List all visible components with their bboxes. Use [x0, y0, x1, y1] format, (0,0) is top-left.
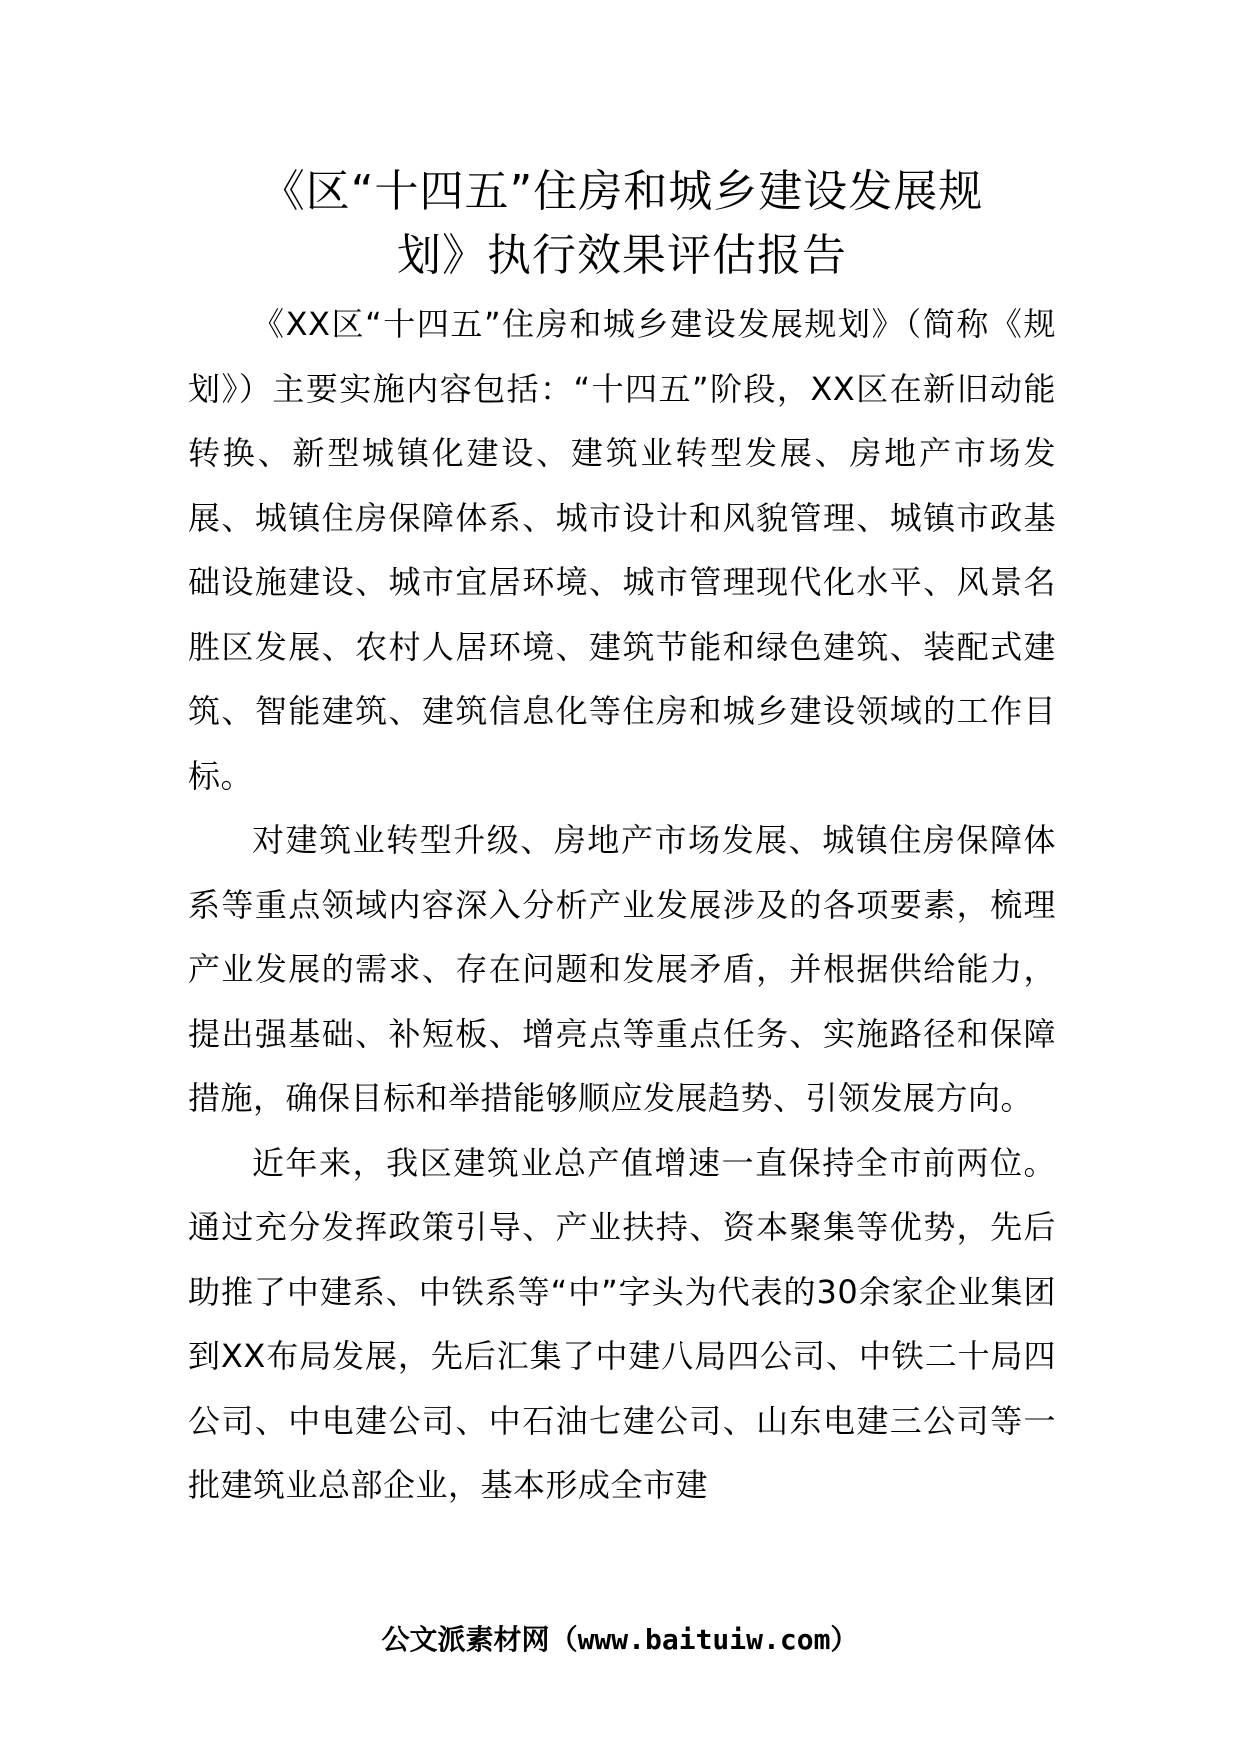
footer-site-url: （www.baituiw.com）: [549, 1623, 859, 1656]
document-page: [188, 160, 1056, 1518]
document-body: [188, 292, 1056, 1518]
title-line-2: 划》执行效果评估报告: [397, 230, 847, 281]
document-title: [188, 160, 1056, 288]
title-line-1: 《区“十四五”住房和城乡建设发展规: [260, 166, 984, 217]
footer-site-name: 公文派素材网: [381, 1623, 550, 1656]
paragraph-1: 《XX区“十四五”住房和城乡建设发展规划》（简称《规划》）主要实施内容包括：“十四五”阶段，XX区在新旧动能转换、新型城镇化建设、建筑业转型发展、房地产市场发展、城镇住房保障体系、城市设计和风貌管理、城镇市政基础设施建设、城市宜居环境、城市管理现代化水平、风景名胜区发展、农村人居环境、建筑节能和绿色建筑、装配式建筑、智能建筑、建筑信息化等住房和城乡建设领域的工作目标。: [188, 305, 1056, 795]
paragraph-2: 对建筑业转型升级、房地产市场发展、城镇住房保障体系等重点领域内容深入分析产业发展涉及的各项要素，梳理产业发展的需求、存在问题和发展矛盾，并根据供给能力，提出强基础、补短板、增亮点等重点任务、实施路径和保障措施，确保目标和举措能够顺应发展趋势、引领发展方向。: [188, 821, 1056, 1117]
paragraph-3: 近年来，我区建筑业总产值增速一直保持全市前两位。通过充分发挥政策引导、产业扶持、资本聚集等优势，先后助推了中建系、中铁系等“中”字头为代表的30余家企业集团到XX布局发展，先后汇集了中建八局四公司、中铁二十局四公司、中电建公司、中石油七建公司、山东电建三公司等一批建筑业总部企业，基本形成全市建: [188, 1143, 1056, 1504]
page-footer-watermark: [0, 1620, 1240, 1660]
